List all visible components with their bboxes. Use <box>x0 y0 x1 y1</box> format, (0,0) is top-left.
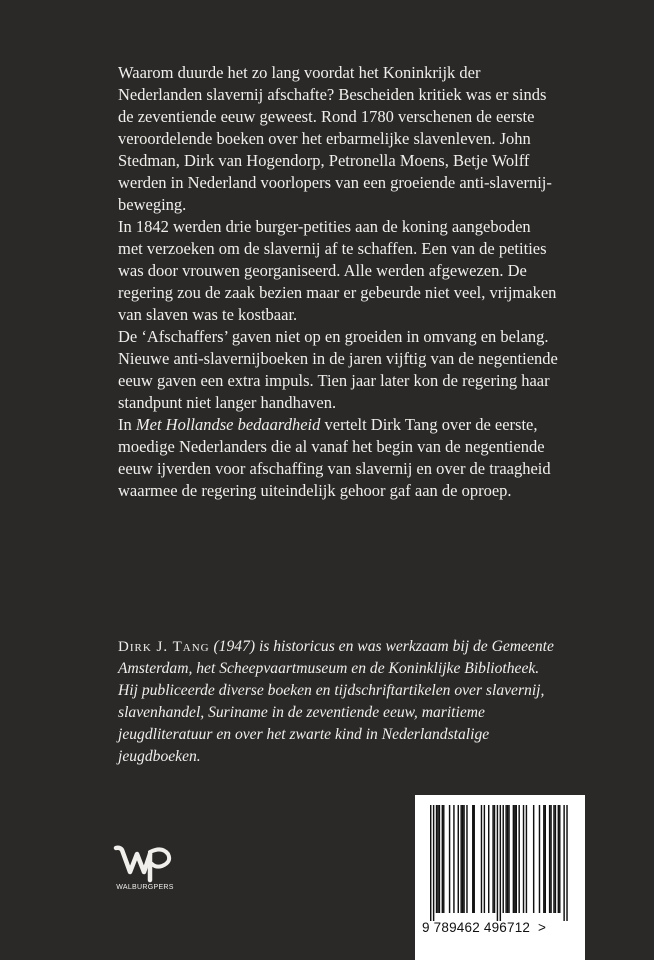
barcode-bar <box>442 805 443 913</box>
author-bio <box>118 636 558 768</box>
barcode-bar <box>500 805 501 921</box>
barcode-bar <box>488 805 489 913</box>
barcode-bar <box>505 805 506 913</box>
blurb-paragraph-2: In 1842 werden drie burger-petities aan de koning aangeboden met verzoeken om de slavernij af te schaffen. Een van de petities was door vrouwen georganiseerd. Alle werden afgewezen. De regering zou de zaak bezien maar er gebeurde niet veel, vrijmaken van slaven was te kostbaar. <box>118 217 557 324</box>
barcode-bar <box>559 805 560 913</box>
barcode-bar <box>526 805 527 913</box>
barcode-bar <box>523 805 524 913</box>
barcode-bar <box>474 805 475 913</box>
blurb-paragraph-4 <box>118 414 558 502</box>
barcode-bar <box>516 805 517 913</box>
barcode-bar <box>462 805 463 913</box>
barcode-bar <box>439 805 440 913</box>
barcode-bar <box>458 805 459 913</box>
barcode-bar <box>514 805 515 913</box>
barcode-bar <box>553 805 554 913</box>
barcode-bar <box>492 805 493 913</box>
barcode-bar <box>518 805 519 913</box>
barcode-bar <box>507 805 508 913</box>
publisher-name: WALBURGPERS <box>116 884 174 891</box>
barcode-bar <box>558 805 559 913</box>
barcode-bar <box>508 805 509 913</box>
barcode-bar <box>466 805 467 913</box>
book-title: Met Hollandse bedaardheid <box>135 415 321 434</box>
barcode-bar <box>539 805 540 913</box>
barcode-bar <box>503 805 504 913</box>
blurb-paragraph-4-prefix: In <box>118 415 136 434</box>
barcode-bar <box>549 805 550 913</box>
barcode-bar <box>533 805 534 913</box>
barcode-bar <box>550 805 551 913</box>
author-bio-text: (1947) is historicus en was werkzaam bij de Gemeente Amsterdam, het Scheepvaartmuseum en de Koninklijke Bibliotheek. Hij publiceerde diverse boeken en tijdschriftartikelen over slavernij, slavenhandel, Suriname in de zeventiende eeuw, maritieme jeugdliteratuur en over het zwarte kind in Nederlandstalige jeugdboeken. <box>118 638 554 765</box>
barcode-bar <box>545 805 546 913</box>
barcode-bar <box>443 805 444 913</box>
barcode-bar <box>449 805 450 913</box>
barcode-bar <box>460 805 461 913</box>
barcode-bar <box>566 805 567 921</box>
barcode-bar <box>433 805 434 921</box>
barcode-bar <box>437 805 438 913</box>
blurb-paragraph-3: De ‘Afschaffers’ gaven niet op en groeiden in omvang en belang. Nieuwe anti-slavernijboeken in de jaren vijftig van de negentiende eeuw gaven een extra impuls. Tien jaar later kon de regering haar standpunt niet langer handhaven. <box>118 327 558 412</box>
barcode-bar <box>543 805 544 913</box>
barcode-bar <box>513 805 514 913</box>
barcode-bar <box>563 805 564 921</box>
barcode-bar <box>494 805 495 913</box>
barcode-bar <box>436 805 437 913</box>
barcode-bar <box>484 805 485 913</box>
barcode-bar <box>481 805 482 913</box>
barcode-bar <box>453 805 454 913</box>
isbn-barcode <box>415 795 585 960</box>
author-name: Dirk J. Tang <box>118 639 210 655</box>
barcode-bar <box>430 805 431 921</box>
barcode-bar <box>555 805 556 913</box>
isbn-digits: 9 789462 496712 > <box>422 920 547 935</box>
barcode-bar <box>463 805 464 913</box>
blurb-paragraph-1: Waarom duurde het zo lang voordat het Koninkrijk der Nederlanden slavernij afschafte? Bescheiden kritiek was er sinds de zeventiende eeuw geweest. Rond 1780 verschenen de eerste veroordelende boeken over het erbarmelijke slavenleven. John Stedman, Dirk van Hogendorp, Petronella Moens, Betje Wolff werden in Nederland voorlopers van een groeiende anti-slavernij-beweging. <box>118 63 552 214</box>
barcode-bars <box>426 805 576 921</box>
blurb-text <box>118 62 558 502</box>
blurb-paragraph-4-rest: vertelt Dirk Tang over de eerste, moedige Nederlanders die al vanaf het begin van de negentiende eeuw ijverden voor afschaffing van slavernij en over de traagheid waarmee de regering uiteindelijk gehoor gaf aan de oproep. <box>118 415 551 500</box>
barcode-bar <box>497 805 498 921</box>
barcode-bar <box>472 805 473 913</box>
